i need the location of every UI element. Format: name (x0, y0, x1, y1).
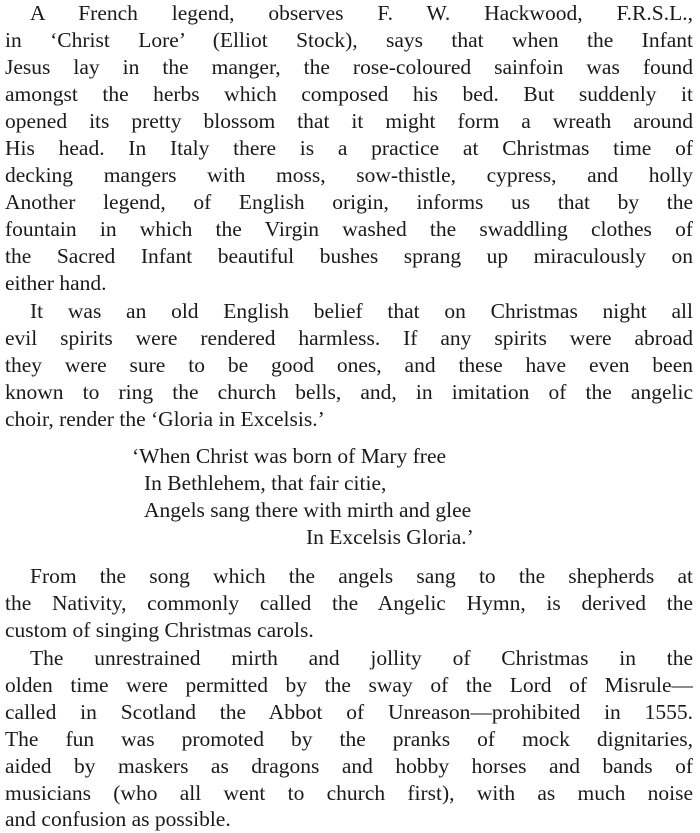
text-line: musicians (who all went to church first), with as much noise (5, 781, 693, 805)
text-line: they were sure to be good ones, and these have even been (5, 353, 693, 377)
text-line: fountain in which the Virgin washed the swaddling clothes of (5, 217, 693, 241)
text-line: The fun was promoted by the pranks of mock dignitaries, (5, 727, 693, 751)
text-line: opened its pretty blossom that it might form a wreath around (5, 109, 693, 133)
verse-line: In Excelsis Gloria.’ (306, 525, 474, 549)
text-line: Jesus lay in the manger, the rose-coloured sainfoin was found (5, 55, 693, 79)
text-line: known to ring the church bells, and, in imitation of the angelic (5, 380, 693, 404)
text-line: aided by maskers as dragons and hobby horses and bands of (5, 754, 693, 778)
verse-line: In Bethlehem, that fair citie, (144, 471, 387, 495)
verse-line: Angels sang there with mirth and glee (144, 498, 472, 522)
text-line: The unrestrained mirth and jollity of Christmas in the (30, 646, 693, 670)
text-line: custom of singing Christmas carols. (5, 618, 314, 642)
text-line: the Nativity, commonly called the Angelic Hymn, is derived the (5, 591, 693, 615)
text-line: A French legend, observes F. W. Hackwood, F.R.S.L., (30, 1, 693, 25)
text-line: and confusion as possible. (5, 807, 231, 831)
text-line: the Sacred Infant beautiful bushes sprang up miraculously on (5, 244, 693, 268)
text-line: either hand. (5, 271, 107, 295)
text-line: Another legend, of English origin, informs us that by the (5, 190, 693, 214)
text-line: olden time were permitted by the sway of the Lord of Misrule— (5, 673, 693, 697)
text-line: His head. In Italy there is a practice at Christmas time of (5, 136, 693, 160)
text-line: evil spirits were rendered harmless. If any spirits were abroad (5, 326, 693, 350)
text-line: called in Scotland the Abbot of Unreason—prohibited in 1555. (5, 700, 693, 724)
verse-line: ‘When Christ was born of Mary free (132, 444, 447, 468)
text-line: in ‘Christ Lore’ (Elliot Stock), says that when the Infant (5, 28, 693, 52)
text-line: From the song which the angels sang to the shepherds at (30, 564, 693, 588)
text-line: It was an old English belief that on Christmas night all (30, 299, 693, 323)
text-line: choir, render the ‘Gloria in Excelsis.’ (5, 407, 325, 431)
text-line: amongst the herbs which composed his bed. But suddenly it (5, 82, 693, 106)
text-line: decking mangers with moss, sow-thistle, cypress, and holly (5, 163, 693, 187)
